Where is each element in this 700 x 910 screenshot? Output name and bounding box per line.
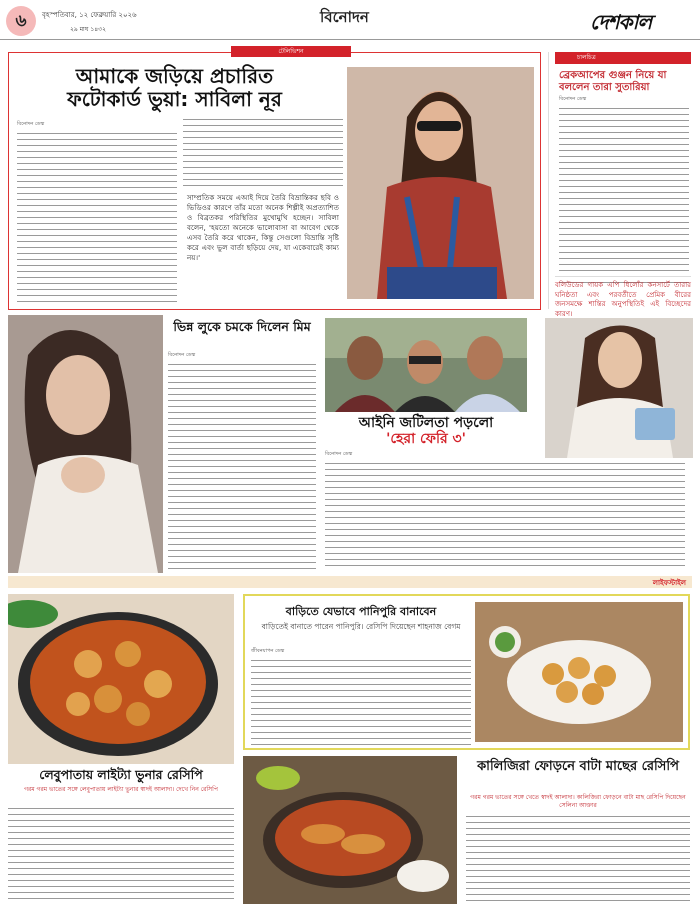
- lebu-deck: গরম গরম ভাতের সঙ্গে লেবুপাতায় লাইট্যা ভুনার স্বাদই আলাদা। দেখে নিন রেসিপি: [24, 786, 218, 793]
- tv-body-col1: [17, 131, 177, 303]
- panipuri-article: [243, 594, 690, 750]
- sidebar-headline: ব্রেকআপের গুঞ্জন নিয়ে যা বললেন তারা সুতারিয়া: [559, 70, 667, 93]
- tv-headline: আমাকে জড়িয়ে প্রচারিত ফটোকার্ড ভুয়া: সাবিলা নূর: [67, 64, 282, 111]
- panipuri-deck: বাড়িতেই বানাতে পারেন পানিপুরি। রেসিপি দিয়েছেন শাহনাজ বেগম: [261, 622, 461, 631]
- page-number: ৬: [6, 6, 36, 36]
- panipuri-headline: বাড়িতে যেভাবে পানিপুরি বানাবেন: [285, 605, 437, 618]
- tv-quote: সাম্প্রতিক সময়ে এআই দিয়ে তৈরি বিভ্রান্তিকর ছবি ও ভিডিওর কারণে তাঁর মতো অনেক শিল্পীই অপ্রত্যাশিত ও বিব্রতকর পরিস্থিতির মুখোমুখি হচ্ছেন। সাবিলা বলেন, 'হয়তো অনেকে ভালোবাসা বা আবেগ থেকে এসব তৈরি করে থাকেন, কিন্তু সেগুলো বিভ্রান্তি সৃষ্টি করে এবং ভুল বার্তা ছড়িয়ে দেয়, যা একেবারেই কাম্য নয়।': [187, 193, 339, 262]
- date-line: বৃহস্পতিবার, ১২ ফেব্রুয়ারি ২০২৬: [42, 11, 137, 19]
- date-line-bangla: ২৯ মাঘ ১৪৩২: [70, 26, 106, 33]
- kalijira-body: [466, 814, 690, 904]
- tv-article: [8, 48, 541, 310]
- panipuri-byline: জীবনযাপন ডেস্ক: [251, 648, 285, 654]
- page-header: [0, 0, 700, 40]
- hera-headline: আইনি জটিলতা পড়লো 'হেরা ফেরি ৩': [358, 415, 494, 448]
- panipuri-body: [251, 658, 471, 746]
- hera-feri-photo: [325, 318, 527, 412]
- kalijira-deck: গরম গরম ভাতের সঙ্গে খেতে স্বাদই আলাদা। কালিজিরা ফোড়নে বাটা মাছ রেসিপি দিয়েছেন সেলিনা আক্তার: [470, 794, 686, 809]
- tv-byline: বিনোদন ডেস্ক: [17, 121, 45, 127]
- lebu-photo: [8, 594, 234, 764]
- mim-byline: বিনোদন ডেস্ক: [168, 352, 196, 358]
- lebu-body: [8, 806, 234, 904]
- mim-photo: [8, 315, 163, 573]
- sidebar-body: [559, 106, 689, 284]
- section-label-tv: টেলিভিশন: [231, 46, 351, 57]
- sabila-photo: [347, 67, 534, 299]
- panipuri-photo: [475, 602, 683, 742]
- section-title: বিনোদন: [320, 8, 369, 26]
- section-label-sidebar: চালচিত্র: [555, 52, 691, 64]
- sidebar-article: [548, 52, 694, 318]
- masthead-logo: দেশকাল: [590, 10, 652, 34]
- portrait-illustration: [347, 67, 534, 299]
- lifestyle-band: [8, 576, 692, 588]
- sidebar-byline: বিনোদন ডেস্ক: [559, 96, 587, 102]
- mim-headline: ভিন্ন লুকে চমকে দিলেন মিম: [173, 319, 311, 334]
- mim-body: [168, 362, 316, 570]
- tara-photo: [545, 318, 693, 458]
- kalijira-headline: কালিজিরা ফোড়নে বাটা মাছের রেসিপি: [477, 759, 679, 774]
- tv-body-col2: [183, 117, 343, 189]
- sidebar-pullquote: বলিউডের গায়ক এপি ধিলোঁর কনসার্টে তারার ঘনিষ্ঠতা এবং পরবর্তীতে প্রেমিক বীরের জনসমক্ষে শান্তির অনুপস্থিতিই এই বিচ্ছেদের কারণ।: [555, 276, 691, 319]
- lifestyle-label: লাইফস্টাইল: [652, 579, 686, 587]
- hera-body: [325, 461, 685, 569]
- lebu-headline: লেবুপাতায় লাইট্যা ভুনার রেসিপি: [39, 767, 203, 782]
- fish-photo: [243, 756, 457, 904]
- hera-byline: বিনোদন ডেস্ক: [325, 451, 353, 457]
